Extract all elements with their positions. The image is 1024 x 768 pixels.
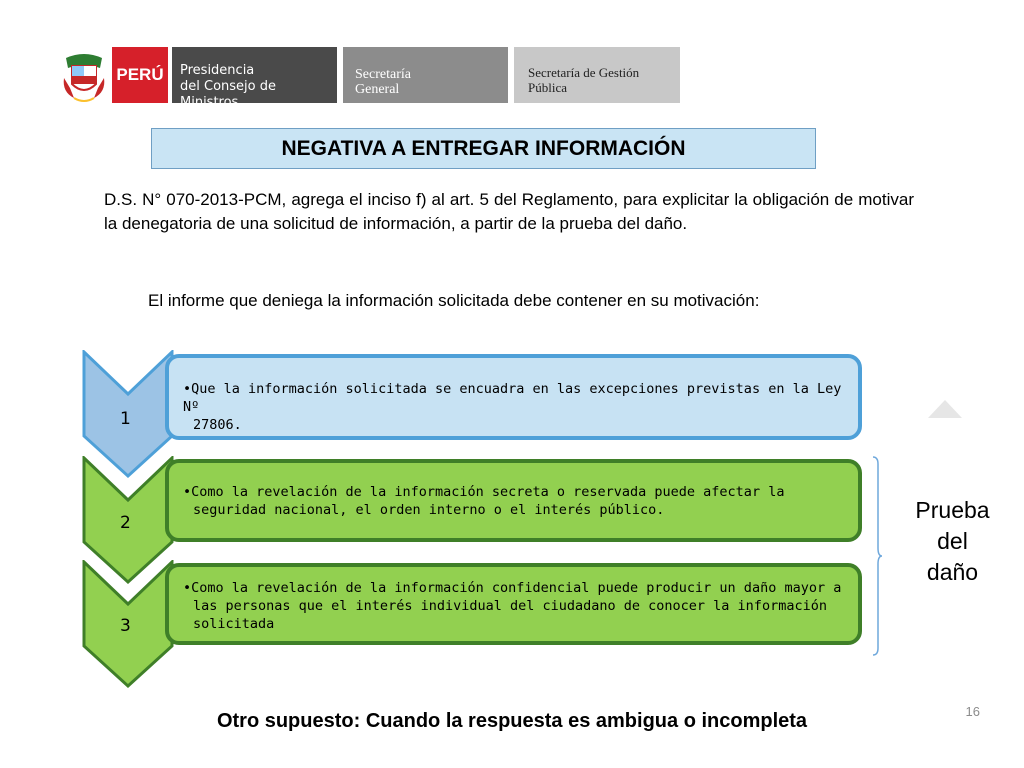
prueba-del-dano-label (905, 495, 1000, 588)
pcm-line1: Presidencia (180, 63, 255, 78)
sg-line1: Secretaría (355, 67, 411, 82)
step-text-1 (183, 380, 844, 434)
step-number-1: 1 (120, 409, 131, 429)
step-box-2 (165, 459, 862, 542)
peru-logo-text: PERÚ (116, 65, 164, 84)
prueba-line3: daño (926, 559, 979, 585)
prueba-line1: Prueba (915, 497, 990, 523)
slide-title-text: NEGATIVA A ENTREGAR INFORMACIÓN (281, 136, 686, 160)
right-bracket-icon (872, 456, 882, 656)
step-text-2 (183, 483, 844, 519)
step-1-line2: 27806. (193, 417, 242, 433)
sgp-line1: Secretaría de Gestión (528, 65, 640, 80)
step-text-3 (183, 579, 844, 633)
intro-paragraph: D.S. N° 070-2013-PCM, agrega el inciso f) al art. 5 del Reglamento, para explicitar la obligación de motivar la denegatoria de una solicitud de información, a partir de la prueba del daño. (104, 190, 914, 233)
step-3-line2: las personas que el interés individual del ciudadano de conocer la información (193, 598, 827, 614)
step-box-3 (165, 563, 862, 645)
step-number-3: 3 (120, 616, 131, 636)
pcm-logo (172, 47, 337, 110)
sg-line2: General (355, 82, 400, 97)
secretaria-gestion-publica-logo (514, 47, 680, 103)
motivation-paragraph: El informe que deniega la información solicitada debe contener en su motivación: (148, 291, 760, 310)
triangle-up-icon (926, 398, 964, 420)
step-2-line1: •Como la revelación de la información secreta o reservada puede afectar la (183, 484, 785, 500)
step-3-line3: solicitada (193, 616, 275, 632)
secretaria-general-logo (343, 47, 508, 103)
slide-title (151, 128, 816, 169)
step-1-line1: •Que la información solicitada se encuadra en las excepciones previstas en la Ley Nº (183, 381, 842, 415)
step-number-2: 2 (120, 513, 131, 533)
step-3-line1: •Como la revelación de la información confidencial puede producir un daño mayor a (183, 580, 842, 596)
step-2-line2: seguridad nacional, el orden interno o el interés público. (193, 502, 665, 518)
prueba-line2: del (937, 528, 968, 554)
step-box-1 (165, 354, 862, 440)
pcm-line2: del Consejo de Ministros (180, 79, 276, 110)
sgp-line2: Pública (528, 80, 567, 95)
footer-note: Otro supuesto: Cuando la respuesta es ambigua o incompleta (216, 710, 808, 732)
peru-logo (112, 47, 168, 103)
peru-coat-of-arms-logo (60, 48, 108, 104)
page-number: 16 (965, 704, 980, 719)
